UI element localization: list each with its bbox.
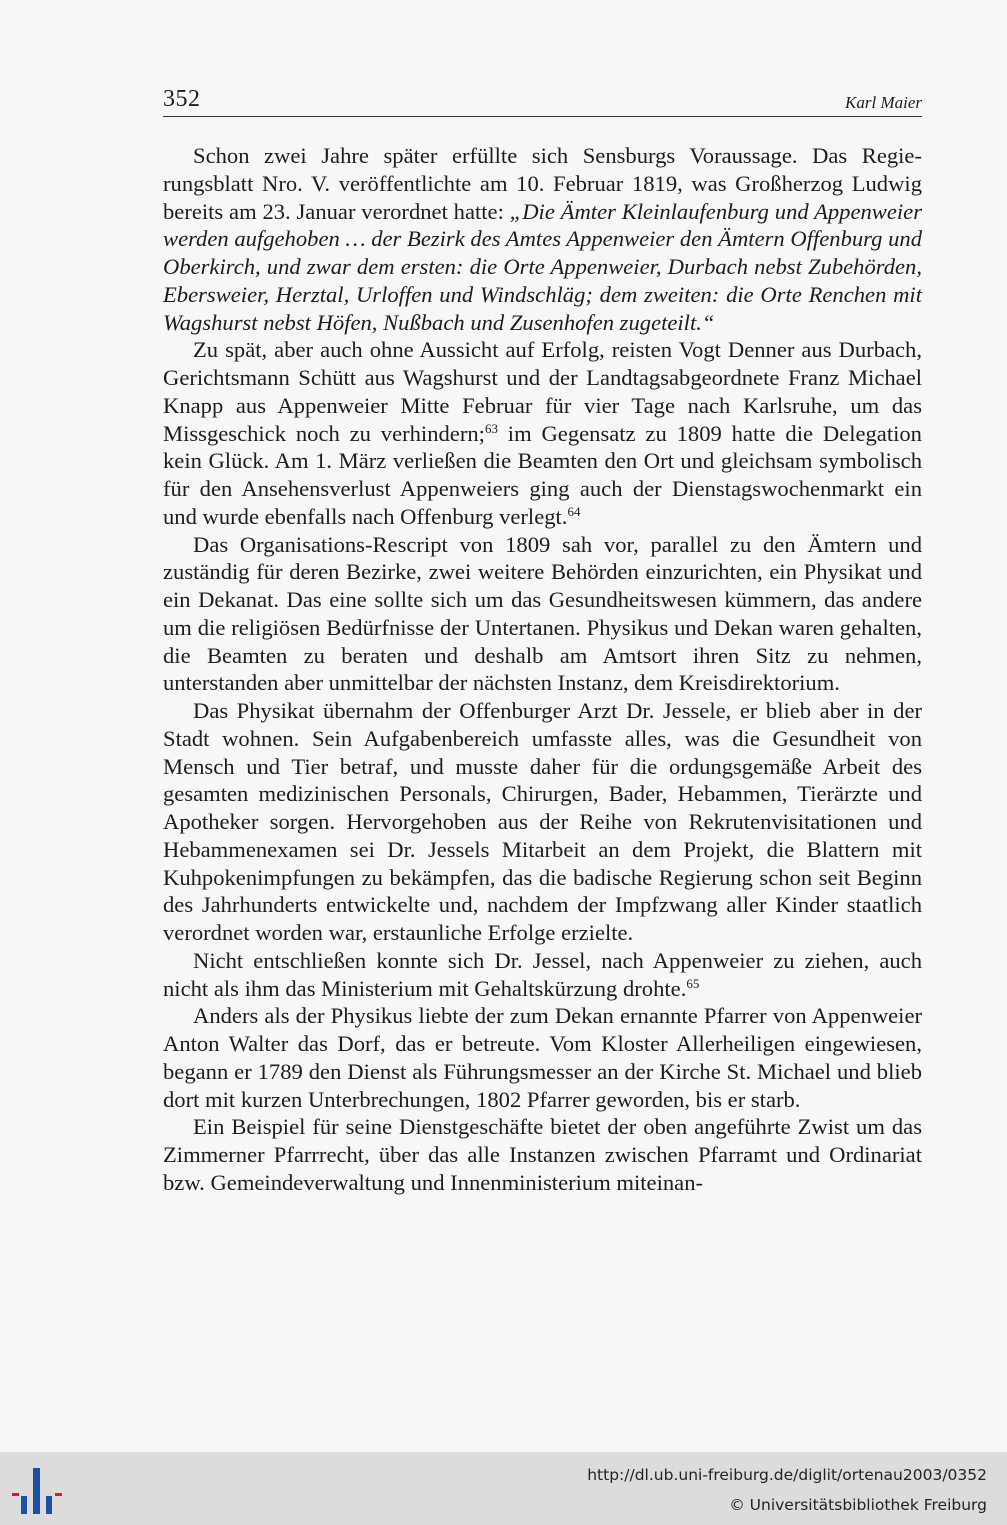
footnote-marker: 65 [686,975,700,991]
text-segment: Ein Beispiel für seine Dienstgeschäfte bietet der oben angeführte Zwist um das Zimmerner Pfarrrecht, über das alle Instanzen zwischen Pfarramt und Ordinariat bzw. Gemeindeverwaltung und Innenministerium miteinan- [163,1114,922,1195]
quoted-decree: „Die Ämter Kleinlaufenburg und Appenweier werden aufgehoben … der Bezirk des Amtes Appenweier den Ämtern Offenburg und Oberkirch, und zwar dem ersten: die Orte Appenweier, Durbach nebst Zubehörden, Ebersweier, Herztal, Urloffen und Windschläg; dem zweiten: die Orte Renchen mit Wagshurst nebst Höfen, Nußbach und Zusenhofen zugeteilt.“ [163,198,922,335]
document-url-link[interactable]: http://dl.ub.uni-freiburg.de/diglit/ortenau2003/0352 [587,1466,987,1484]
body-paragraph [163,1002,922,1113]
logo-dash-left [12,1493,19,1496]
text-segment: Nicht entschließen konnte sich Dr. Jessel, nach Appenweier zu ziehen, auch nicht als ihm das Ministerium mit Gehaltskürzung drohte. [163,947,922,1001]
body-paragraph [163,142,922,336]
text-segment: Anders als der Physikus liebte der zum Dekan ernannte Pfarrer von Appenweier Anton Walter das Dorf, das er betreute. Vom Kloster Allerheiligen eingewiesen, begann er 1789 den Dienst als Führungsmesser an der Kirche St. Michael und blieb dort mit kurzen Unterbrechungen, 1802 Pfarrer geworden, bis er starb. [163,1003,922,1112]
body-text [163,142,922,1197]
text-segment: Schon zwei Jahre später erfüllte sich Sensburgs Voraussage. Das Regierungsblatt Nro. V. veröffentlichte am 10. Februar 1819, was Großherzog Ludwig bereits am 23. Januar verordnet hatte: [163,143,922,224]
page-number: 352 [163,86,201,112]
footnote-marker: 64 [567,503,581,519]
body-paragraph [163,697,922,947]
text-segment: Zu spät, aber auch ohne Aussicht auf Erfolg, reisten Vogt Denner aus Durbach, Gerichtsmann Schütt aus Wagshurst und der Landtagsabgeordnete Franz Michael Knapp aus Appenweier Mitte Februar für vier Tage nach Karlsruhe, um das Missgeschick noch zu verhindern; [163,337,922,446]
copyright-notice: © Universitätsbibliothek Freiburg [729,1496,987,1514]
logo-dash-right [55,1493,62,1496]
logo-bar-center [33,1468,40,1514]
body-paragraph [163,1113,922,1196]
logo-bar-right [46,1496,52,1514]
text-segment: im Gegensatz zu 1809 hatte die Delegation kein Glück. Am 1. März verließen die Beamten den Ort und gleichsam symbolisch für den Ansehensverlust Appenweiers ging auch der Dienstagswochenmarkt ein und wurde ebenfalls nach Offenburg verlegt. [163,420,922,529]
running-head: Karl Maier [845,93,922,112]
page-header [163,86,922,117]
logo-bar-left [21,1496,27,1514]
text-segment: Das Physikat übernahm der Offenburger Arzt Dr. Jessele, er blieb aber in der Stadt wohnen. Sein Aufgabenbereich umfasste alles, was die Gesundheit von Mensch und Tier betraf, und musste daher für die ordungsgemäße Arbeit des gesamten medizinischen Personals, Chirurgen, Bader, Hebammen, Tierärzte und Apotheker sorgen. Hervorgehoben aus der Reihe von Rekrutenvisitationen und Hebammenexamen sei Dr. Jessels Mitarbeit an dem Projekt, die Blattern mit Kuhpokenimpfungen zu bekämpfen, das die badische Regierung schon seit Beginn des Jahrhunderts entwickelte und, nachdem der Impfzwang aller Kinder staatlich verordnet worden war, erstaunliche Erfolge erzielte. [163,698,922,945]
text-segment: Das Organisations-Rescript von 1809 sah vor, parallel zu den Ämtern und zuständig für deren Bezirke, zwei weitere Behörden einzurichten, ein Physikat und ein Dekanat. Das eine sollte sich um das Gesundheitswesen kümmern, das andere um die religiösen Bedürfnisse der Untertanen. Physikus und Dekan waren gehalten, die Beamten zu beraten und deshalb am Amtsort ihren Sitz zu nehmen, unterstanden aber unmittelbar der nächsten Instanz, dem Kreisdirektorium. [163,531,922,696]
body-paragraph [163,947,922,1003]
body-paragraph [163,531,922,698]
footnote-marker: 63 [484,420,498,436]
body-paragraph [163,336,922,530]
ub-freiburg-logo-icon[interactable] [10,1462,66,1518]
footer-bar [0,1452,1007,1525]
